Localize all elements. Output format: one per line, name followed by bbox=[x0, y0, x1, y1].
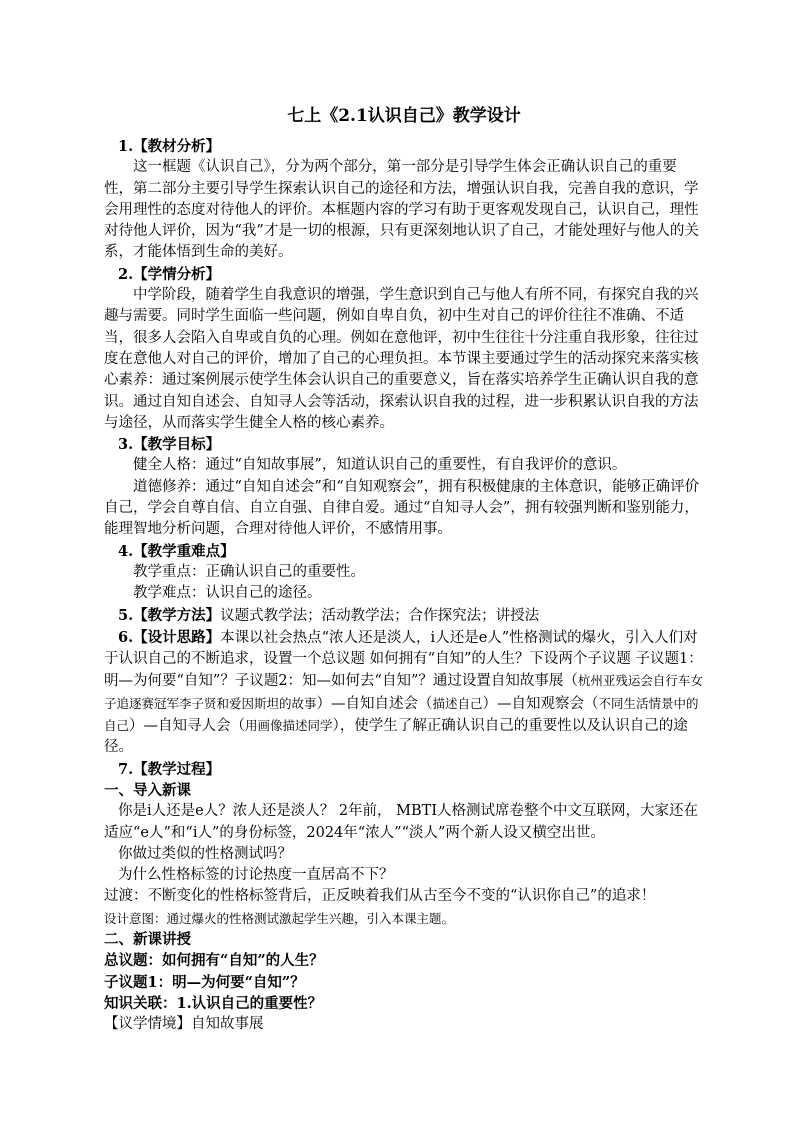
scene-label: 【议学情境】 bbox=[104, 1016, 191, 1033]
section-design bbox=[104, 627, 704, 759]
section-methods bbox=[104, 605, 704, 627]
scene-text: 自知故事展 bbox=[191, 1016, 264, 1033]
design-note-2: 描述自己 bbox=[432, 695, 483, 711]
knowledge-link: 知识关联：1.认识自己的重要性？ bbox=[104, 994, 323, 1012]
paragraph-textbook: 这一框题《认识自己》，分为两个部分，第一部分是引导学生体会正确认识自己的重要性，第二部分主要引导学生探索认识自己的途径和方法，增强认识自我，完善自我的意识，学会用理性的态度对待他人的评价。本框题内容的学习有助于更客观发现自己，认识自己，理性对待他人评价，因为“我”才是一切的根源，只有更深刻地认识了自己，才能处理好与他人的关系，才能体悟到生命的美好。 bbox=[104, 159, 699, 261]
sub-topic-1: 子议题1：明—为何要“自知”？ bbox=[104, 973, 305, 991]
paragraph-transition: 过渡：不断变化的性格标签背后，正反映着我们从古至今不变的“认识你自己”的追求！ bbox=[104, 888, 656, 905]
main-topic: 总议题：如何拥有“自知”的人生？ bbox=[104, 952, 324, 970]
design-note-3: 不同生活情景中的自己 bbox=[104, 695, 699, 734]
page-title: 七上《2.1认识自己》教学设计 bbox=[287, 106, 521, 126]
methods-text: 议题式教学法；活动教学法；合作探究法；讲授法 bbox=[220, 607, 540, 624]
design-note-4: 用画像描述同学 bbox=[245, 718, 333, 734]
paragraph-students: 中学阶段，随着学生自我意识的增强，学生意识到自己与他人有所不同，有探究自我的兴趣与需要。同时学生面临一些问题，例如自卑自负，初中生对自己的评价往往不准确、不适当，很多人会陷入自卑或自负的心理。例如在意他评，初中生往往十分注重自我形象，往往过度在意他人对自己的评价，增加了自己的心理负担。本节课主要通过学生的活动探究来落实核心素养：通过案例展示使学生体会认识自己的重要意义，旨在落实培养学生正确认识自我的意识。通过自知自述会、自知寻人会等活动，探索认识自我的过程，进一步积累认识自我的方法与途径，从而落实学生健全人格的核心素养。 bbox=[104, 287, 699, 431]
design-text-5: ），使学生了解正确认识自己的重要性以及认识自己的途径。 bbox=[104, 718, 688, 756]
design-text-1: 本课以社会热点“浓人还是淡人，i人还是e人”性格测试的爆火，引入人们对于认识自己的不断追求，设置一个总议题 如何拥有“自知”的人生？下设两个子议题 子议题1：明—为何要“自知”？子议题2：知—如何去“自知”？通过设置自知故事展（ bbox=[104, 629, 703, 690]
design-text-2: ）—自知自述会（ bbox=[316, 695, 433, 712]
paragraph-intro: 你是i人还是e人？浓人还是淡人？ 2年前， MBTI人格测试席卷整个中文互联网，大家还在适应“e人”和“i人”的身份标签，2024年“浓人”“淡人”两个新人设又横空出世。 bbox=[104, 803, 699, 841]
section-heading-students: 2.【学情分析】 bbox=[118, 265, 221, 283]
document-page bbox=[104, 104, 704, 1035]
section-heading-goals: 3.【教学目标】 bbox=[118, 436, 221, 454]
section-heading-methods: 5.【教学方法】 bbox=[118, 606, 221, 624]
paragraph-keypoint: 教学重点：正确认识自己的重要性。 bbox=[133, 563, 365, 580]
learning-scene bbox=[104, 1014, 704, 1035]
question-2: 为什么性格标签的讨论热度一直居高不下？ bbox=[118, 867, 394, 884]
design-note-1: 杭州亚残运会自行车女子追逐赛冠军李子贤和爱因斯坦的故事 bbox=[104, 673, 703, 711]
section-heading-design: 6.【设计思路】 bbox=[118, 628, 221, 646]
section-heading-process: 7.【教学过程】 bbox=[118, 760, 221, 778]
section-heading-keypoints: 4.【教学重难点】 bbox=[118, 542, 235, 560]
paragraph-goal-2: 道德修养：通过“自知自述会”和“自知观察会”，拥有积极健康的主体意识，能够正确评价自己，学会自尊自信、自立自强、自律自爱。通过“自知寻人会”，拥有较强判断和鉴别能力，能理智地分析问题，合理对待他人评价，不感情用事。 bbox=[104, 478, 700, 538]
design-text-4: ）—自知寻人会（ bbox=[129, 718, 246, 735]
part-teaching-heading: 二、新课讲授 bbox=[104, 930, 191, 948]
design-text-3: ）—自知观察会（ bbox=[482, 695, 599, 712]
section-heading-textbook: 1.【教材分析】 bbox=[118, 138, 221, 155]
part-intro-heading: 一、导入新课 bbox=[104, 781, 191, 799]
paragraph-goal-1: 健全人格：通过“自知故事展”，知道认识自己的重要性，有自我评价的意识。 bbox=[133, 457, 627, 474]
question-1: 你做过类似的性格测试吗？ bbox=[118, 845, 292, 862]
paragraph-difficulty: 教学难点：认识自己的途径。 bbox=[133, 585, 322, 602]
design-intent: 设计意图：通过爆火的性格测试激起学生兴趣，引入本课主题。 bbox=[104, 910, 455, 926]
